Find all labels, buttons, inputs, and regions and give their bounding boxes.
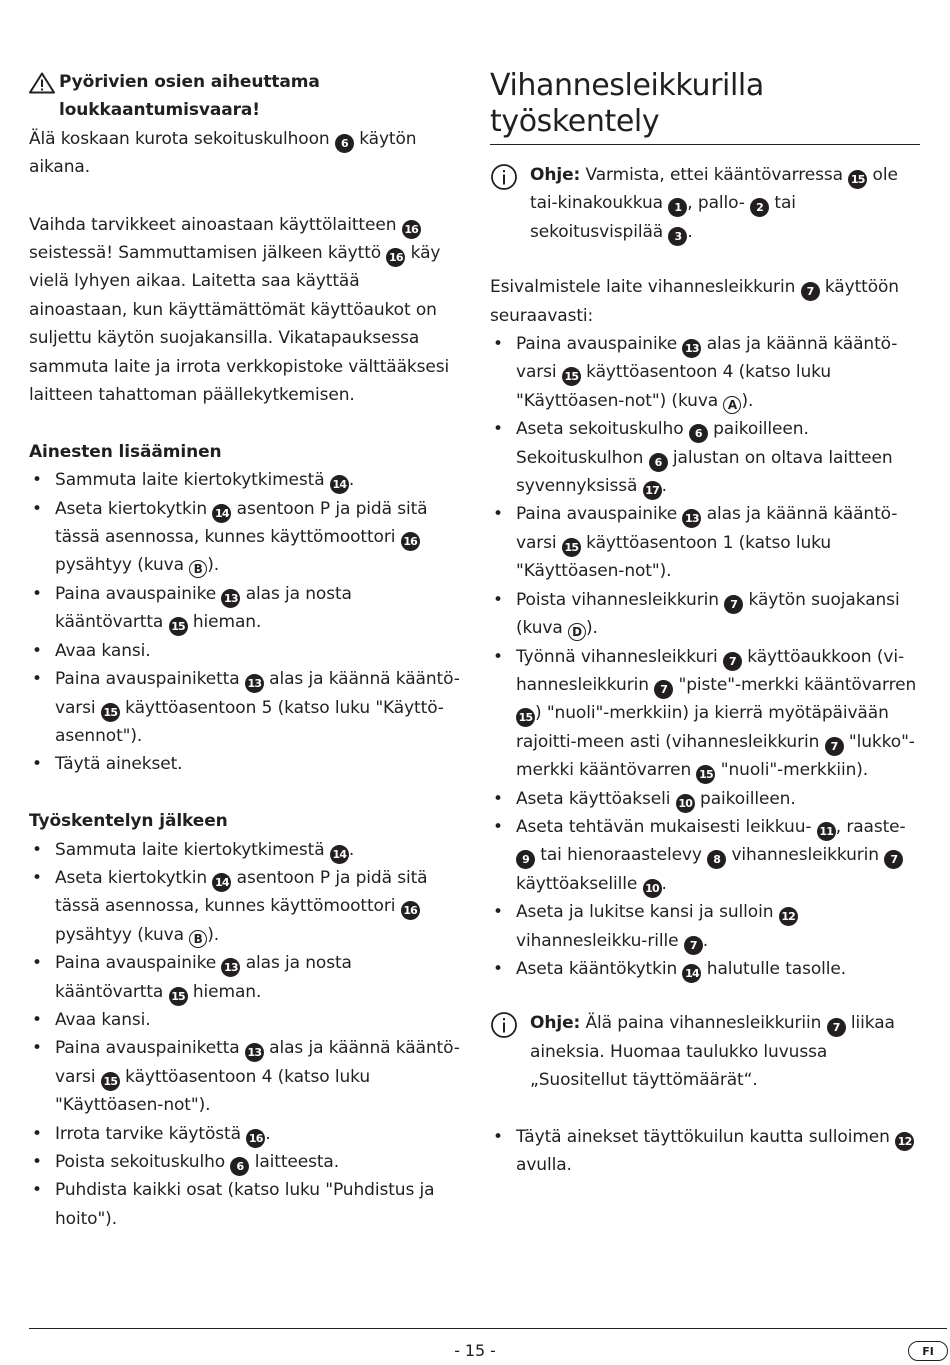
part-number-badge: 13 (245, 674, 264, 693)
part-number-badge: 16 (402, 220, 421, 239)
footer-divider (29, 1328, 947, 1329)
list-item: • Paina avauspainiketta 13 alas ja käännä kääntö-varsi 15 käyttöasentoon 4 (katso luku "Käyttöasen-not"). (29, 1034, 461, 1119)
part-number-badge: 9 (516, 850, 535, 869)
note-label: Ohje: (530, 165, 581, 185)
part-number-badge: 14 (682, 964, 701, 983)
list-item: • Paina avauspainike 13 alas ja nosta kääntövartta 15 hieman. (29, 949, 461, 1006)
list-item: • Sammuta laite kiertokytkimestä 14 . (29, 466, 461, 494)
part-number-badge: 3 (668, 227, 687, 246)
part-number-badge: 14 (330, 845, 349, 864)
part-number-badge: 15 (101, 703, 120, 722)
list-item: • Työnnä vihannesleikkuri 7 käyttöaukkoon (vi-hannesleikkurin 7 "piste"-merkki kääntövarren 15 ) "nuoli"-merkkiin) ja kierrä myötäpäivään rajoitti-meen asti (vihannesleikkurin 7 "lukko"-merkki kääntövarren 15 "nuoli"-merkkiin). (490, 643, 920, 785)
part-number-badge: 13 (221, 958, 240, 977)
part-number-badge: 10 (676, 794, 695, 813)
part-number-badge: 15 (169, 987, 188, 1006)
part-number-badge: 16 (401, 901, 420, 920)
part-number-badge: 6 (689, 424, 708, 443)
part-number-badge: 13 (682, 339, 701, 358)
tool-change-paragraph: Vaihda tarvikkeet ainoastaan käyttölaitteen 16 seistessä! Sammuttamisen jälkeen käyttö 16 käy vielä lyhyen aikaa. Laitetta saa käyttää ainoastaan, kun käyttämättömät käyttöaukot on suljettu käytön suojakansilla. Vikatapauksessa sammuta laite ja irrota verkkopistoke välttääksesi laitteen tahattoman päällekytkemisen. (29, 214, 450, 406)
part-number-badge: 13 (221, 589, 240, 608)
part-number-badge: 15 (101, 1072, 120, 1091)
left-column (29, 68, 461, 1233)
part-number-badge: 14 (212, 504, 231, 523)
part-number-badge: 7 (654, 680, 673, 699)
list-item: • Paina avauspainike 13 alas ja nosta kääntövartta 15 hieman. (29, 580, 461, 637)
part-number-badge: 14 (212, 873, 231, 892)
part-number-badge: 10 (643, 879, 662, 898)
part-number-badge: 6 (335, 134, 354, 153)
warning-title-line1: Pyörivien osien aiheuttama (59, 72, 320, 92)
list-item: • Täytä ainekset. (29, 750, 461, 778)
list-item: • Paina avauspainiketta 13 alas ja käännä kääntö-varsi 15 käyttöasentoon 5 (katso luku "Käyttö-asennot"). (29, 665, 461, 750)
list-item: • Täytä ainekset täyttökuilun kautta sulloimen 12 avulla. (490, 1123, 920, 1180)
section-heading-add: Ainesten lisääminen (29, 441, 222, 462)
part-number-badge: 12 (895, 1132, 914, 1151)
part-number-badge: 13 (245, 1043, 264, 1062)
part-number-badge: 16 (246, 1129, 265, 1148)
part-number-badge: 6 (649, 453, 668, 472)
list-item: • Irrota tarvike käytöstä 16 . (29, 1120, 461, 1148)
part-number-badge: 15 (696, 765, 715, 784)
list-item: • Poista sekoituskulho 6 laitteesta. (29, 1148, 461, 1176)
part-number-badge: 15 (848, 170, 867, 189)
part-number-badge: 14 (330, 475, 349, 494)
part-number-badge: 15 (562, 367, 581, 386)
part-number-badge: 15 (562, 538, 581, 557)
section-heading-after: Työskentelyn jälkeen (29, 811, 228, 832)
list-item: • Aseta kääntökytkin 14 halutulle tasolle. (490, 955, 920, 983)
warning-heading (29, 68, 461, 125)
info-icon (490, 1009, 530, 1048)
page-title: Vihannesleikkurilla työskentely (490, 68, 920, 145)
part-number-badge: 7 (801, 282, 820, 301)
after-work-list (29, 836, 461, 1234)
part-number-badge: 12 (779, 907, 798, 926)
part-number-badge: 6 (230, 1157, 249, 1176)
part-number-badge: 7 (884, 850, 903, 869)
note-text: Varmista, ettei kääntövarressa 15 ole tai-kinakoukkua 1 , pallo- 2 tai sekoitusvispilää 3 . (530, 165, 898, 242)
part-number-badge: 7 (827, 1018, 846, 1037)
list-item: • Paina avauspainike 13 alas ja käännä kääntö-varsi 15 käyttöasentoon 1 (katso luku "Käyttöasen-not"). (490, 500, 920, 585)
list-item: • Aseta sekoituskulho 6 paikoilleen. Sekoituskulhon 6 jalustan on oltava laitteen syvennyksissä 17 . (490, 415, 920, 500)
right-column (490, 68, 920, 1179)
list-item: • Puhdista kaikki osat (katso luku "Puhdistus ja hoito"). (29, 1176, 461, 1233)
list-item: • Aseta ja lukitse kansi ja sulloin 12 vihannesleikku-rille 7 . (490, 898, 920, 955)
figure-letter-badge: D (568, 623, 586, 641)
warning-title-line2: loukkaantumisvaara! (59, 100, 260, 121)
list-item: • Avaa kansi. (29, 637, 461, 665)
list-item: • Aseta kiertokytkin 14 asentoon P ja pidä sitä tässä asennossa, kunnes käyttömoottori 16 pysähtyy (kuva B ). (29, 864, 461, 949)
figure-letter-badge: B (189, 930, 207, 948)
prep-intro: Esivalmistele laite vihannesleikkurin 7 käyttöön seuraavasti: (490, 277, 899, 326)
part-number-badge: 15 (169, 617, 188, 636)
note-label: Ohje: (530, 1013, 581, 1034)
list-item: • Aseta käyttöakseli 10 paikoilleen. (490, 785, 920, 813)
part-number-badge: 7 (825, 737, 844, 756)
page-number: - 15 - (454, 1341, 496, 1360)
note-2 (490, 1009, 920, 1094)
note-1 (490, 161, 920, 246)
part-number-badge: 1 (668, 198, 687, 217)
part-number-badge: 7 (724, 595, 743, 614)
list-item: • Paina avauspainike 13 alas ja käännä kääntö-varsi 15 käyttöasentoon 4 (katso luku "Käyttöasen-not") (kuva A ). (490, 330, 920, 415)
list-item: • Aseta tehtävän mukaisesti leikkuu- 11 , raaste- 9 tai hienoraastelevy 8 vihannesleikkurin 7 käyttöakselille 10 . (490, 813, 920, 898)
note-text: Älä paina vihannesleikkuriin 7 liikaa aineksia. Huomaa taulukko luvussa „Suositellut täyttömäärät“. (530, 1013, 895, 1091)
part-number-badge: 16 (386, 248, 405, 267)
info-icon (490, 161, 530, 200)
add-ingredients-list (29, 466, 461, 778)
part-number-badge: 8 (707, 850, 726, 869)
part-number-badge: 16 (401, 532, 420, 551)
part-number-badge: 7 (723, 652, 742, 671)
language-badge: FI (908, 1341, 948, 1361)
part-number-badge: 17 (643, 481, 662, 500)
prep-list (490, 330, 920, 983)
figure-letter-badge: A (723, 396, 741, 414)
part-number-badge: 2 (750, 198, 769, 217)
part-number-badge: 15 (516, 708, 535, 727)
part-number-badge: 13 (682, 509, 701, 528)
warning-triangle-icon (29, 68, 59, 103)
list-item: • Aseta kiertokytkin 14 asentoon P ja pidä sitä tässä asennossa, kunnes käyttömoottori 16 pysähtyy (kuva B ). (29, 495, 461, 580)
list-item: • Avaa kansi. (29, 1006, 461, 1034)
final-list (490, 1123, 920, 1180)
part-number-badge: 7 (684, 936, 703, 955)
figure-letter-badge: B (189, 560, 207, 578)
part-number-badge: 11 (817, 822, 836, 841)
list-item: • Sammuta laite kiertokytkimestä 14 . (29, 836, 461, 864)
list-item: • Poista vihannesleikkurin 7 käytön suojakansi (kuva D ). (490, 586, 920, 643)
warning-text: Älä koskaan kurota sekoituskulhoon 6 käytön aikana. (29, 128, 417, 178)
